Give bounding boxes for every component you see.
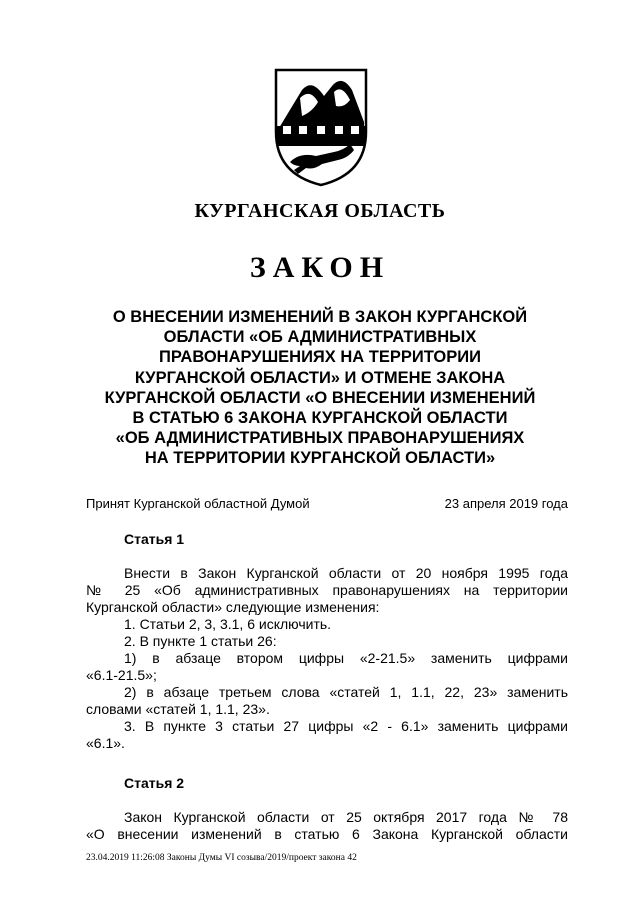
paragraph-line: «О внесении изменений в статью 6 Закона Курганской области <box>86 826 568 842</box>
paragraph-line: Курганской области» следующие изменения: <box>86 599 380 615</box>
paragraph-line: 3. В пункте 3 статьи 27 цифры «2 - 6.1» заменить цифрами <box>124 718 568 734</box>
title-line: «ОБ АДМИНИСТРАТИВНЫХ ПРАВОНАРУШЕНИЯХ <box>115 429 525 448</box>
region-name: КУРГАНСКАЯ ОБЛАСТЬ <box>194 200 446 222</box>
paragraph-line: 1) в абзаце втором цифры «2-21.5» заменить цифрами <box>124 650 568 666</box>
article-heading: Статья 1 <box>124 531 185 547</box>
document-footer: 23.04.2019 11:26:08 Законы Думы VI созыва/2019/проект закона 42 <box>86 853 357 863</box>
paragraph-line: «6.1-21.5»; <box>86 667 157 683</box>
coat-of-arms-icon <box>272 66 370 188</box>
paragraph-line: 1. Статьи 2, 3, 3.1, 6 исключить. <box>124 616 332 632</box>
paragraph-line: № 25 «Об административных правонарушениях на территории <box>86 582 568 598</box>
adopted-by: Принят Курганской областной Думой <box>86 496 310 511</box>
adoption-info <box>86 496 568 511</box>
paragraph-line: Внести в Закон Курганской области от 20 ноября 1995 года <box>124 565 568 581</box>
title-line: В СТАТЬЮ 6 ЗАКОНА КУРГАНСКОЙ ОБЛАСТИ <box>132 409 508 428</box>
title-line: НА ТЕРРИТОРИИ КУРГАНСКОЙ ОБЛАСТИ» <box>144 449 496 468</box>
paragraph-line: словами «статей 1, 1.1, 23». <box>86 701 270 717</box>
title-line: КУРГАНСКОЙ ОБЛАСТИ» И ОТМЕНЕ ЗАКОНА <box>134 368 506 387</box>
article-1 <box>86 531 568 752</box>
title-line: ПРАВОНАРУШЕНИЯХ НА ТЕРРИТОРИИ <box>159 348 481 367</box>
title-line: КУРГАНСКОЙ ОБЛАСТИ «О ВНЕСЕНИИ ИЗМЕНЕНИЙ <box>104 388 536 407</box>
law-title <box>80 307 560 469</box>
paragraph-line: 2. В пункте 1 статьи 26: <box>124 633 277 649</box>
article-2 <box>86 775 568 843</box>
paragraph-line: «6.1». <box>86 735 125 751</box>
paragraph-line: 2) в абзаце третьем слова «статей 1, 1.1, 22, 23» заменить <box>124 684 568 700</box>
document-type: ЗАКОН <box>249 251 391 284</box>
paragraph-line: Закон Курганской области от 25 октября 2017 года № 78 <box>124 809 568 825</box>
article-heading: Статья 2 <box>124 775 185 791</box>
title-line: О ВНЕСЕНИИ ИЗМЕНЕНИЙ В ЗАКОН КУРГАНСКОЙ <box>112 308 528 326</box>
adoption-date: 23 апреля 2019 года <box>444 496 568 511</box>
title-line: ОБЛАСТИ «ОБ АДМИНИСТРАТИВНЫХ <box>163 328 477 347</box>
